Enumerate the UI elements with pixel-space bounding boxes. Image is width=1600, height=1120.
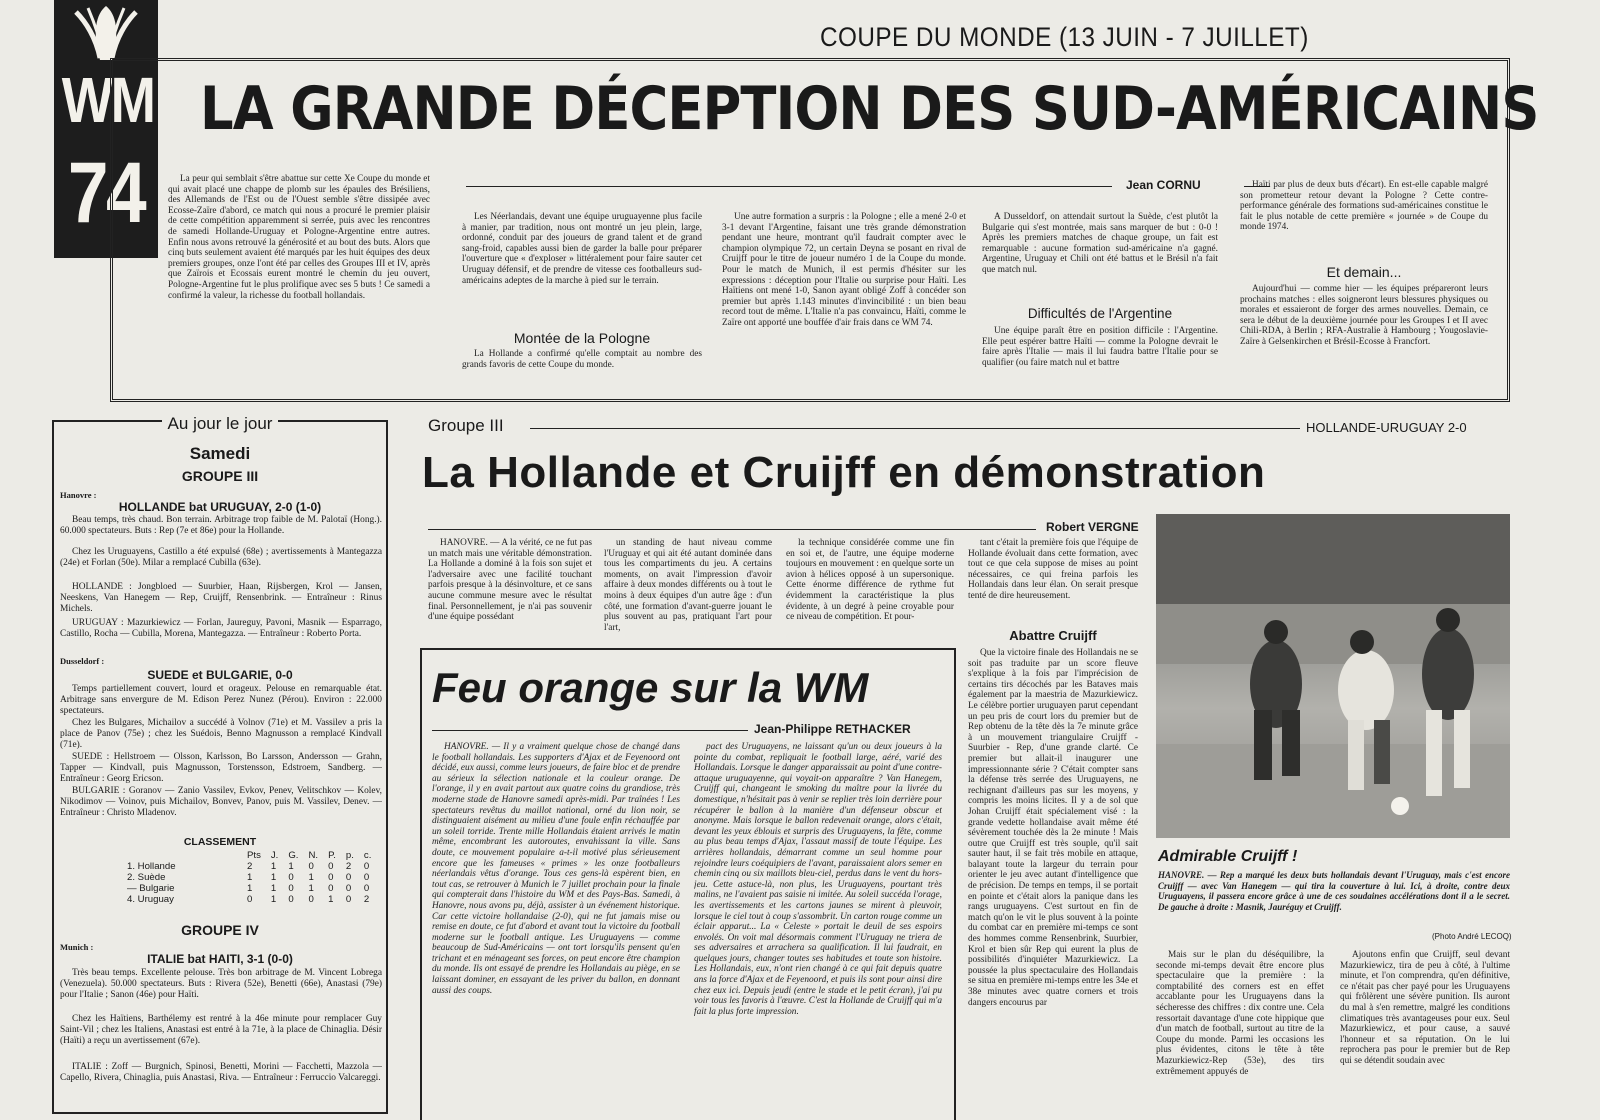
article-column-5: Mais sur le plan du déséquilibre, la seconde mi-temps devait être encore plus spectaculaire que la première : la comptabilité des corners est en effet accablante pour les Uruguayens dans la sécheresse des chiffres : dix contre une. Cela ressortait davantage d'une cote hippique que d'un match de football, surtout au titre de la Coupe du monde. Parmi les occasions les plus évidentes, citons le tête à tête Mazurkiewicz-Rep (53e), des tirs extrêmement appuyés de: [1156, 950, 1324, 1077]
table-row: 2. Suède 1 1 0 1 0 0 0: [127, 872, 370, 883]
match-ita-hai: ITALIE bat HAITI, 3-1 (0-0): [147, 952, 293, 966]
lead-column-5: Haïti par plus de deux buts d'écart). En est-elle capable malgré son prometteur retour devant la Pologne ? Cette contre-performance générale des formations sud-américaines constitue le fait le plus notable de cette première « journée » de Coupe du monde 1974.: [1240, 180, 1488, 233]
lead-byline: Jean CORNU: [1126, 178, 1201, 192]
classement-title: CLASSEMENT: [183, 836, 257, 848]
article-kicker: Groupe III: [428, 416, 504, 435]
photo-caption-title: Admirable Cruijff !: [1158, 848, 1298, 865]
logo-wm: WM: [61, 64, 154, 136]
venue-hanovre: Hanovre :: [60, 490, 97, 500]
venue-dusseldorf: Dusseldorf :: [60, 656, 105, 666]
lineup-bulgarie: BULGARIE : Goranov — Zanio Vassilev, Evkov, Penev, Velitschkov — Kolev, Nikodimov — Voinov, puis Michailov, Bonvev, Panov, puis M. Vassilev, Denev. — Entraîneur : Christo Mladenov.: [60, 786, 382, 818]
feu-column-1: HANOVRE. — Il y a vraiment quelque chose de changé dans le football hollandais. Les supporters d'Ajax et de Feyenoord ont décidé, eux aussi, comme leurs joueurs, de faire bloc et de prendre au sérieux la sélection nationale et la couleur orange. De l'orange, il y en avait partout aux quatre coins du grandiose, très moderne stade de Hanovre samedi après-midi. Par traînées ! Les spectateurs revêtus du maillot national, orné du lion noir, se distinguaient aisément au milieu d'une foule enfin réchauffée par un soleil torride. Trente mille Hollandais étaient arrivés le matin même, encombrant les autoroutes, envahissant la ville. Sans doute, ce mouvement populaire a-t-il motivé plus sérieusement encore que les fameuses « primes » les onze footballeurs néerlandais vêtus d'orange. Tous ces gens-là espèrent bien, en tout cas, se retrouver à Munich le 7 juillet prochain pour la finale qui compterait dans l'histoire du WM et des Pays-Bas. Samedi, à Hanovre, nous avons pu, déjà, assister à un événement historique. Car cette victoire hollandaise (2-0), qui ne fut jamais mise ou remise en doute, ce fut d'abord et avant tout la victoire du football moderne sur le football antique. Les Uruguayens — comme beaucoup de Sud-Américains — ont tort lorsqu'ils pensent qu'en trichant et en ménageant ses forces, on peut encore être champion du monde. Ils ont essayé de prendre les Hollandais au piège, en se laissant dominer, en essayant de les priver du ballon, en donnant aussi des coups.: [432, 742, 680, 996]
lead-column-3: Une autre formation a surpris : la Pologne ; elle a mené 2-0 et 3-1 devant l'Argentine, faisant une très grande démonstration pendant une heure, montrant qu'il faudrait compter avec le champion olympique 72, un certain Deyna se posant en rival de Cruijff pour le titre de joueur numéro 1 de la Coupe du monde. Pour le match de Munich, il est permis d'hésiter sur les expressions : déception pour l'Italie ou surprise pour Haïti. Les Haïtiens ont mené 1-0, Sanon ayant obligé Zoff à concéder son premier but après 1.143 minutes d'invincibilité : un bien beau record tout de même. L'Italie n'a pas convaincu, Haïti, comme le Zaïre ont apporté une bouffée d'air frais dans ce WM 74.: [722, 212, 966, 328]
feu-byline-rule: [432, 730, 748, 731]
article-column-4b: Que la victoire finale des Hollandais ne se soit pas traduite par un score fleuve s'explique à la fois par l'imprécision de certains tirs décochés par les Bataves mais également par la maestria de Mazurkiewicz. Le célèbre portier uruguayen parut cependant un peu pris de court lors du premier but de Rep obtenu de la tête dès la 7e minute grâce à un mouvement triangulaire Cruijff - Suurbier - Rep, d'une grande clarté. Ce premier but allait-il inaugurer une impressionnante série ? C'était compter sans la défense très serrée des Uruguayens, ne rechignant d'ailleurs pas sur les moyens, y compris les moins licites. Il y a de sol que Johan Cruijff était spécialement visé : la grande vedette hollandaise avait même été sévèrement touchée dès la 2e minute ! Mais outre que Cruijff est très souple, qu'il sait sauter haut, il se fait très mobile en attaque, balayant toute la largeur du terrain pour orienter le jeu avec autant d'intelligence que de précision. De temps en temps, il se portait en pointe et c'était alors la panique dans les rangs uruguayens. C'est surtout en fin de match qu'on le vit le plus souvent à la pointe du combat car en première mi-temps ce sont des hommes comme Rensenbrink, Suurbier, Krol et bien sûr Rep qui eurent la plus de possibilités d'inquiéter Mazurkiewicz. La poussée la plus spectaculaire des Hollandais se situa en première mi-temps entre les 34e et 38e minutes avec quatre corners et trois dangers encourus par: [968, 648, 1138, 1008]
lead-column-2b: La Hollande a confirmé qu'elle comptait au nombre des grands favoris de cette Coupe du monde.: [462, 349, 702, 370]
article-column-2: un standing de haut niveau comme l'Uruguay et qui ait été autant dominée dans tous les compartiments du jeu. A certains moments, on avait l'impression d'avoir affaire à deux mondes différents ou à tout le moins à deux équipes d'un autre âge : d'un côté, une formation d'avant-guerre jouant le plus souvent au pas, pratiquant l'art pour l'art,: [604, 538, 772, 633]
match-sue-bul-report: Temps partiellement couvert, lourd et orageux. Pelouse en remarquable état. Arbitrage sans envergure de M. Edison Perez Nunez (Pérou). Environ : 22.000 spectateurs.: [60, 684, 382, 716]
byline-rule: [466, 186, 1112, 187]
article-byline-rule: [428, 529, 1036, 530]
lineup-italie: ITALIE : Zoff — Burgnich, Spinosi, Benetti, Morini — Facchetti, Mazzola — Capello, Rivera, Chinaglia, puis Anastasi, Riva. — Entraîneur : Ferruccio Valcareggi.: [60, 1062, 382, 1083]
lead-column-4b: Une équipe paraît être en position difficile : l'Argentine. Elle peut espérer battre Haïti — comme la Pologne devrait le faire après l'Italie — mais il lui faudra battre l'Italie pour se qualifier (ou faire match nul et battre: [982, 326, 1218, 368]
lineup-suede: SUEDE : Hellstroem — Olsson, Karlsson, Bo Larsson, Andersson — Grahn, Tapper — Kindvall, puis Magnusson, Torstensson, Edstroem, Sandberg. — Entraîneur : Georg Ericson.: [60, 752, 382, 784]
venue-munich: Munich :: [60, 942, 94, 952]
match-hol-uru: HOLLANDE bat URUGUAY, 2-0 (1-0): [118, 500, 322, 514]
lineup-hollande: HOLLANDE : Jongbloed — Suurbier, Haan, Rijsbergen, Krol — Jansen, Neeskens, Van Hanegem — Rep, Cruijff, Rensenbrink. — Entraîneur : Rinus Michels.: [60, 582, 382, 614]
classement-table: [122, 850, 376, 905]
world-cup-trophy-icon: [66, 2, 146, 64]
football-players-image: [1156, 514, 1510, 838]
photo-caption: HANOVRE. — Rep a marqué les deux buts hollandais devant l'Uruguay, mais c'est encore Cruijff — avec Van Hanegem — qui tira la couverture à lui. Ici, à droite, contre deux Uruguayens, il passera encore grâce à une de ces soudaines accélérations dont il a le secret. De gauche à droite : Masnik, Jauréguy et Cruijff.: [1158, 870, 1510, 912]
kicker-rule: [530, 428, 1300, 429]
feu-orange-title: Feu orange sur la WM: [432, 664, 869, 711]
lead-column-5b: Aujourd'hui — comme hier — les équipes prépareront leurs prochains matches : elles soigneront leurs blessures physiques ou morales et essaieront de forger des armes nouvelles. Demain, ce sera le début de la deuxième journée pour les Groupes I et II avec Chili-RDA, à Berlin ; RFA-Australie à Hambourg ; Yougoslavie-Zaïre à Gelsenkirchen et Brésil-Ecosse à Francfort.: [1240, 284, 1488, 347]
article-byline: Robert VERGNE: [1046, 520, 1139, 534]
match-hol-uru-report: Beau temps, très chaud. Bon terrain. Arbitrage trop faible de M. Palotaï (Hong.). 60.000 spectateurs. Buts : Rep (7e et 86e) pour la Hollande.: [60, 515, 382, 536]
article-score: HOLLANDE-URUGUAY 2-0: [1306, 420, 1467, 435]
lineup-uruguay: URUGUAY : Mazurkiewicz — Forlan, Jaureguy, Pavoni, Masnik — Esparrago, Castillo, Rocha — Cubilla, Morena, Mantegazza. — Entraîneur : Roberto Porta.: [60, 618, 382, 639]
match-ita-hai-report: Très beau temps. Excellente pelouse. Très bon arbitrage de M. Vincent Lobrega (Venezuela). 50.000 spectateurs. Buts : Rivera (52e), Benetti (66e), Anastasi (79e) pour l'Italie ; Sanon (46e) pour Haïti.: [60, 968, 382, 1000]
feu-byline: Jean-Philippe RETHACKER: [754, 722, 911, 736]
article-column-3: la technique considérée comme une fin en soi et, de l'autre, une équipe moderne toujours en mouvement : en quelque sorte un avion à hélices opposé à un supersonique. Cette énorme différence de rythme fut évidemment la caractéristique la plus évidente, à un degré à peine croyable pour ce niveau de compétition. Et pour-: [786, 538, 954, 623]
main-headline: LA GRANDE DÉCEPTION DES SUD-AMÉRICAINS: [200, 74, 1539, 144]
match-sue-bul-notes: Chez les Bulgares, Michailov a succédé à Volnov (71e) et M. Vassilev a pris la place de Panov (75e) ; chez les Suédois, Benno Magnusson a remplacé Kindvall (71e).: [60, 718, 382, 750]
match-ita-hai-notes: Chez les Haïtiens, Barthélemy est rentré à la 46e minute pour remplacer Guy Saint-Vil ; chez les Italiens, Anastasi est entré à la 71e, à la place de Chinaglia. Désir (Haïti) a reçu un avertissement (67e).: [60, 1014, 382, 1046]
lead-column-1: La peur qui semblait s'être abattue sur cette Xe Coupe du monde et qui avait placé une chappe de plomb sur les épaules des Brésiliens, des Allemands de l'Est ou de l'Ouest semble s'être dissipée avec Ecosse-Zaïre d'abord, ce match qui nous a procuré le premier plaisir de cette compétition apparemment si serrée, puis avec les rencontres de samedi Hollande-Uruguay et Pologne-Argentine entre autres. Enfin nous avons retrouvé la générosité et au bout des buts. Alors que cinq buts seulement avaient été marqués par les huit équipes des deux premiers groupes, onze l'ont été par celles des Groupes III et IV, après que Zaïrois et Ecossais eurent montré le chemin du jeu ouvert, Pologne-Argentine fut le plus prolifique avec ses 5 buts ! Ce samedi a confirmé la valeur, la richesse du football hollandais.: [168, 174, 430, 301]
match-photo: [1156, 514, 1510, 838]
sidebar-title: Au jour le jour: [54, 414, 386, 434]
article-title: La Hollande et Cruijff en démonstration: [422, 448, 1266, 497]
article-column-1: HANOVRE. — A la vérité, ce ne fut pas un match mais une véritable démonstration. La Hollande a dominé à la fois son sujet et l'adversaire avec une facilité touchant parfois presque à la désinvolture, et ce sans aucune commune mesure avec le résultat final. Personnellement, je n'ai pas souvenir d'une équipe possédant: [428, 538, 592, 623]
logo-74: 74: [67, 145, 145, 241]
results-sidebar: [52, 414, 388, 1114]
sidebar-group-4: GROUPE IV: [181, 922, 259, 938]
lead-column-2: Les Néerlandais, devant une équipe uruguayenne plus facile à manier, par tradition, nous ont montré un jeu plein, large, ordonné, conduit par des joueurs de grand talent et de grand sang-froid, capables aussi bien de garder la balle pour préparer l'ouverture que « d'exploser » littéralement pour faire sauter cet Uruguay défensif, et de prendre de vitesse ces footballeurs sud-américains adeptes de la marche à pied sur le terrain.: [462, 212, 702, 286]
article-column-4: tant c'était la première fois que l'équipe de Hollande évoluait dans cette formation, avec tout ce que cela suppose de mises au point nécessaires, ce qui freina parfois les Hollandais dans leur élan. On serait presque tenté de dire heureusement.: [968, 538, 1138, 601]
classement-header-row: Pts J. G. N. P. p. c.: [247, 850, 372, 861]
table-row: — Bulgarie 1 1 0 1 0 0 0: [127, 883, 370, 894]
match-hol-uru-notes: Chez les Uruguayens, Castillo a été expulsé (68e) ; avertissements à Mantegazza (24e) et Forlan (50e). Milar a remplacé Cubilla (63e).: [60, 547, 382, 568]
article-column-6: Ajoutons enfin que Cruijff, seul devant Mazurkiewicz, tira de peu à côté, à l'ultime minute, et l'on comprendra, qu'en définitive, ce n'était pas cher payé pour les Uruguayens qui frôlèrent une sévère punition. Ils auront du mal à s'en remettre, malgré les conditions climatiques très avantageuses pour eux. Seul Mazurkiewicz, et pour cause, a sauvé l'honneur et sa réputation. On le lui reprochera pas pour le premier but de Rep qui se détendit soudain avec: [1340, 950, 1510, 1066]
subhead-abattre-cruijff: Abattre Cruijff: [1009, 628, 1097, 643]
feu-column-2: pact des Uruguayens, ne laissant qu'un ou deux joueurs à la pointe du combat, repliquait le football large, aéré, varié des Hollandais. Lorsque le danger apparaissait au point d'une contre-attaque uruguayenne, qui voyait-on apparaître ? Van Hanegem, Cruijff qui, changeant le smoking du maître pour la livrée du domestique, n'hésitait pas à venir se replier très loin derrière pour récupérer le ballon à la manière d'un défenseur obscur et anonyme. Mais lorsque le ballon redevenait orange, alors c'était, devant les yeux éblouis et surpris des Uruguayens, la fête, comme au plus beau temps d'Ajax, l'assaut massif de toute l'équipe. Les arrières hollandais, démarrant comme un seul homme pour rejoindre leurs coéquipiers de l'avant, paraissaient alors semer en chemin cinq ou six maillots bleu-ciel, perdus dans le vent du hors-jeu. Cette astuce-là, non plus, les Uruguayens, pourtant très malins, ne l'avaient pas saisie ni imitée. Au soleil succéda l'orage, les avertissements et les cartons jaunes se mirent à pleuvoir, lorsque le ciel tout à coup s'assombrit. Un carton rouge comme un éclair apparut... La « Celeste » portait le deuil de ses espoirs envolés. On voit mal désormais comment l'Uruguay ne triera de ses adversaires et arrachera sa qualification. Il lui faudrait, en quelques jours, changer toutes ses habitudes et toute son histoire. Les Hollandais, eux, n'ont rien changé à ce qui fait depuis quatre ans la force d'Ajax et de Feyenoord, et puis ils sont pour ainsi dire chez eux ici. Depuis jeudi (entre le stade et le petit écran), j'ai pu voir tous les favoris à l'œuvre. C'est la Hollande de Cruijff qui m'a fait la plus forte impression.: [694, 742, 942, 1017]
sidebar-group-3: GROUPE III: [181, 468, 259, 484]
table-row: 4. Uruguay 0 1 0 0 1 0 2: [127, 894, 370, 905]
subhead-argentine: Difficultés de l'Argentine: [1027, 306, 1173, 321]
sidebar-day: Samedi: [189, 444, 251, 463]
supertitle: COUPE DU MONDE (13 JUIN - 7 JUILLET): [820, 22, 1309, 52]
lead-column-4: A Dusseldorf, on attendait surtout la Suède, c'est plutôt la Bulgarie qui s'est montrée, mais sans marquer de but : 0-0 ! Après les premiers matches de chaque groupe, un fait est remarquable : aucune formation sud-américaine n'a gagné. Argentine, Uruguay et Chili ont été battus et le Brésil n'a fait que match nul.: [982, 212, 1218, 275]
subhead-pologne: Montée de la Pologne: [513, 330, 651, 346]
table-row: 1. Hollande 2 1 1 0 0 2 0: [127, 861, 370, 872]
match-sue-bul: SUEDE et BULGARIE, 0-0: [147, 668, 293, 682]
photo-credit: (Photo André LECOQ): [1432, 932, 1512, 941]
subhead-demain: Et demain...: [1326, 264, 1402, 280]
